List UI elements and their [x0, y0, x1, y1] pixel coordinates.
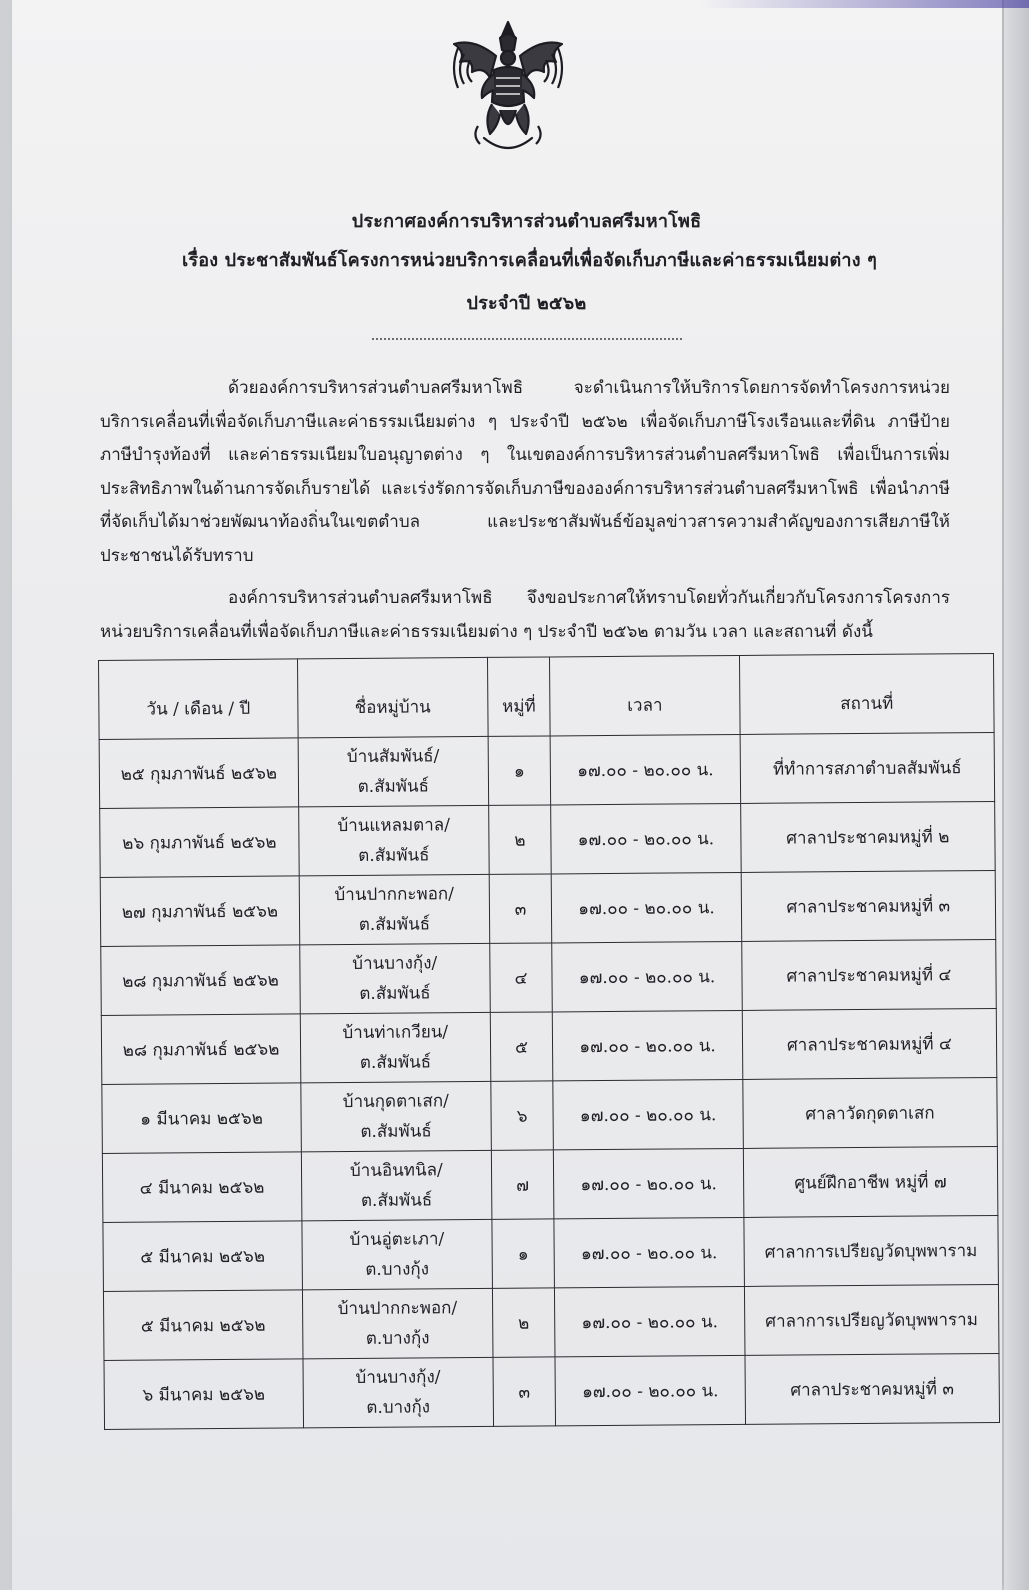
table-row	[103, 1284, 999, 1360]
page-edge-shadow	[1004, 0, 1029, 1590]
subdistrict-name: ต.สัมพันธ์	[360, 1121, 432, 1142]
body-paragraph-2: องค์การบริหารส่วนตำบลศรีมหาโพธิ จึงขอประกาศให้ทราบโดยทั่วกันเกี่ยวกับโครงการโครงการหน่วยบริการเคลื่อนที่เพื่อจัดเก็บภาษีและค่าธรรมเนียมต่าง ๆ ประจำปี ๒๕๖๒ ตามวัน เวลา และสถานที่ ดังนี้	[100, 588, 950, 642]
cell-village	[302, 1288, 492, 1358]
cell-time: ๑๗.๐๐ - ๒๐.๐๐ น.	[551, 872, 741, 942]
table-row	[104, 1353, 1000, 1429]
cell-village	[300, 943, 490, 1013]
village-name: บ้านปากกะพอก/	[334, 884, 454, 906]
cell-time: ๑๗.๐๐ - ๒๐.๐๐ น.	[552, 941, 742, 1011]
subdistrict-name: ต.บางกุ้ง	[366, 1397, 431, 1418]
cell-time: ๑๗.๐๐ - ๒๐.๐๐ น.	[555, 1355, 745, 1425]
header-moo: หมู่ที่	[487, 657, 550, 736]
table-row	[102, 1077, 998, 1153]
subdistrict-name: ต.สัมพันธ์	[358, 914, 431, 935]
cell-moo: ๑	[488, 736, 551, 805]
table-row	[99, 732, 995, 808]
subdistrict-name: ต.สัมพันธ์	[359, 1052, 432, 1073]
subdistrict-name: ต.สัมพันธ์	[360, 1190, 433, 1211]
cell-date: ๖ มีนาคม ๒๕๖๒	[104, 1359, 303, 1430]
subdistrict-name: ต.สัมพันธ์	[359, 983, 431, 1004]
cell-moo: ๔	[489, 943, 552, 1012]
cell-date: ๒๕ กุมภาพันธ์ ๒๕๖๒	[99, 738, 298, 809]
cell-moo: ๓	[489, 874, 552, 943]
cell-place: ศาลาประชาคมหมู่ที่ ๓	[741, 870, 996, 941]
subdistrict-name: ต.บางกุ้ง	[365, 1328, 430, 1349]
cell-village	[303, 1357, 493, 1427]
subdistrict-name: ต.สัมพันธ์	[358, 845, 430, 866]
table-row	[101, 939, 997, 1015]
cell-time: ๑๗.๐๐ - ๒๐.๐๐ น.	[554, 1217, 744, 1287]
cell-village	[301, 1150, 491, 1220]
cell-place: ศาลาประชาคมหมู่ที่ ๔	[741, 939, 996, 1010]
table-row	[103, 1215, 999, 1291]
header-village: ชื่อหมู่บ้าน	[297, 657, 487, 737]
cell-place: ศาลาวัดกุดตาเสก	[743, 1077, 998, 1148]
table-row	[102, 1146, 998, 1222]
announcement-year: ประจำปี ๒๕๖๒	[466, 293, 587, 314]
village-name: บ้านท่าเกวียน/	[342, 1022, 449, 1044]
cell-date: ๑ มีนาคม ๒๕๖๒	[102, 1083, 301, 1154]
cell-date: ๒๖ กุมภาพันธ์ ๒๕๖๒	[100, 807, 299, 878]
village-name: บ้านบางกุ้ง/	[352, 953, 438, 975]
cell-time: ๑๗.๐๐ - ๒๐.๐๐ น.	[553, 1079, 743, 1149]
cell-place: ศาลาการเปรียญวัดบุพพาราม	[744, 1284, 999, 1355]
cell-place: ศาลาประชาคมหมู่ที่ ๒	[740, 801, 995, 872]
body-paragraph-1: ด้วยองค์การบริหารส่วนตำบลศรีมหาโพธิ จะดำเนินการให้บริการโดยการจัดทำโครงการหน่วยบริการเคลื่อนที่เพื่อจัดเก็บภาษีและค่าธรรมเนียมต่าง ๆ ประจำปี ๒๕๖๒ เพื่อจัดเก็บภาษีโรงเรือนและที่ดิน ภาษีป้าย ภาษีบำรุงท้องที่ และค่าธรรมเนียมใบอนุญาตต่าง ๆ ในเขตองค์การบริหารส่วนตำบลศรีมหาโพธิ เพื่อเป็นการเพิ่มประสิทธิภาพในด้านการจัดเก็บรายได้ และเร่งรัดการจัดเก็บภาษีขององค์การบริหารส่วนตำบลศรีมหาโพธิ เพื่อนำภาษีที่จัดเก็บได้มาช่วยพัฒนาท้องถิ่นในเขตตำบล และประชาสัมพันธ์ข้อมูลข่าวสารความสำคัญของการเสียภาษีให้ประชาชนได้รับทราบ	[100, 378, 950, 566]
cell-moo: ๖	[491, 1081, 554, 1150]
cell-place: ศาลาประชาคมหมู่ที่ ๔	[742, 1008, 997, 1079]
cell-village	[300, 1012, 490, 1082]
village-name: บ้านปากกะพอก/	[337, 1298, 458, 1320]
garuda-emblem-icon	[444, 18, 572, 160]
village-name: บ้านอู่ตะเภา/	[349, 1229, 445, 1251]
schedule-table	[98, 653, 1000, 1430]
cell-place: ที่ทำการสภาตำบลสัมพันธ์	[740, 732, 995, 803]
document-page	[12, 0, 1002, 1590]
cell-date: ๒๘ กุมภาพันธ์ ๒๕๖๒	[101, 1014, 300, 1085]
village-name: บ้านสัมพันธ์/	[346, 746, 440, 768]
subdistrict-name: ต.บางกุ้ง	[365, 1259, 430, 1280]
village-name: บ้านบางกุ้ง/	[355, 1367, 441, 1388]
table-row	[100, 870, 996, 946]
cell-village	[298, 736, 488, 806]
table-row	[100, 801, 996, 877]
cell-place: ศาลาการเปรียญวัดบุพพาราม	[744, 1215, 999, 1286]
cell-date: ๔ มีนาคม ๒๕๖๒	[102, 1152, 301, 1223]
subdistrict-name: ต.สัมพันธ์	[357, 776, 430, 797]
cell-date: ๕ มีนาคม ๒๕๖๒	[103, 1221, 302, 1292]
top-color-band	[700, 0, 1029, 8]
cell-time: ๑๗.๐๐ - ๒๐.๐๐ น.	[554, 1148, 744, 1218]
dotted-divider	[372, 338, 682, 340]
header-place: สถานที่	[739, 653, 994, 734]
cell-village	[301, 1081, 491, 1151]
announcement-subject: เรื่อง ประชาสัมพันธ์โครงการหน่วยบริการเคลื่อนที่เพื่อจัดเก็บภาษีและค่าธรรมเนียมต่าง ๆ	[182, 250, 878, 271]
header-time: เวลา	[550, 655, 740, 735]
cell-moo: ๒	[488, 805, 551, 874]
table-row	[101, 1008, 997, 1084]
cell-moo: ๑	[492, 1219, 555, 1288]
cell-place: ศาลาประชาคมหมู่ที่ ๓	[745, 1353, 1000, 1424]
cell-date: ๕ มีนาคม ๒๕๖๒	[103, 1290, 302, 1361]
table-header-row	[99, 653, 995, 739]
cell-village	[299, 805, 489, 875]
cell-moo: ๓	[493, 1357, 556, 1426]
cell-date: ๒๘ กุมภาพันธ์ ๒๕๖๒	[101, 945, 300, 1016]
cell-time: ๑๗.๐๐ - ๒๐.๐๐ น.	[550, 734, 740, 804]
cell-date: ๒๗ กุมภาพันธ์ ๒๕๖๒	[100, 876, 299, 947]
cell-moo: ๒	[492, 1288, 555, 1357]
village-name: บ้านกุดตาเสก/	[342, 1091, 449, 1113]
cell-village	[302, 1219, 492, 1289]
cell-moo: ๕	[490, 1012, 553, 1081]
village-name: บ้านแหลมตาล/	[337, 815, 450, 837]
cell-time: ๑๗.๐๐ - ๒๐.๐๐ น.	[553, 1010, 743, 1080]
cell-time: ๑๗.๐๐ - ๒๐.๐๐ น.	[551, 803, 741, 873]
cell-place: ศูนย์ฝึกอาชีพ หมู่ที่ ๗	[743, 1146, 998, 1217]
cell-moo: ๗	[491, 1150, 554, 1219]
cell-time: ๑๗.๐๐ - ๒๐.๐๐ น.	[555, 1286, 745, 1356]
village-name: บ้านอินทนิล/	[349, 1160, 443, 1182]
header-date: วัน / เดือน / ปี	[99, 659, 299, 740]
announcement-title: ประกาศองค์การบริหารส่วนตำบลศรีมหาโพธิ	[351, 211, 702, 232]
cell-village	[299, 874, 489, 944]
